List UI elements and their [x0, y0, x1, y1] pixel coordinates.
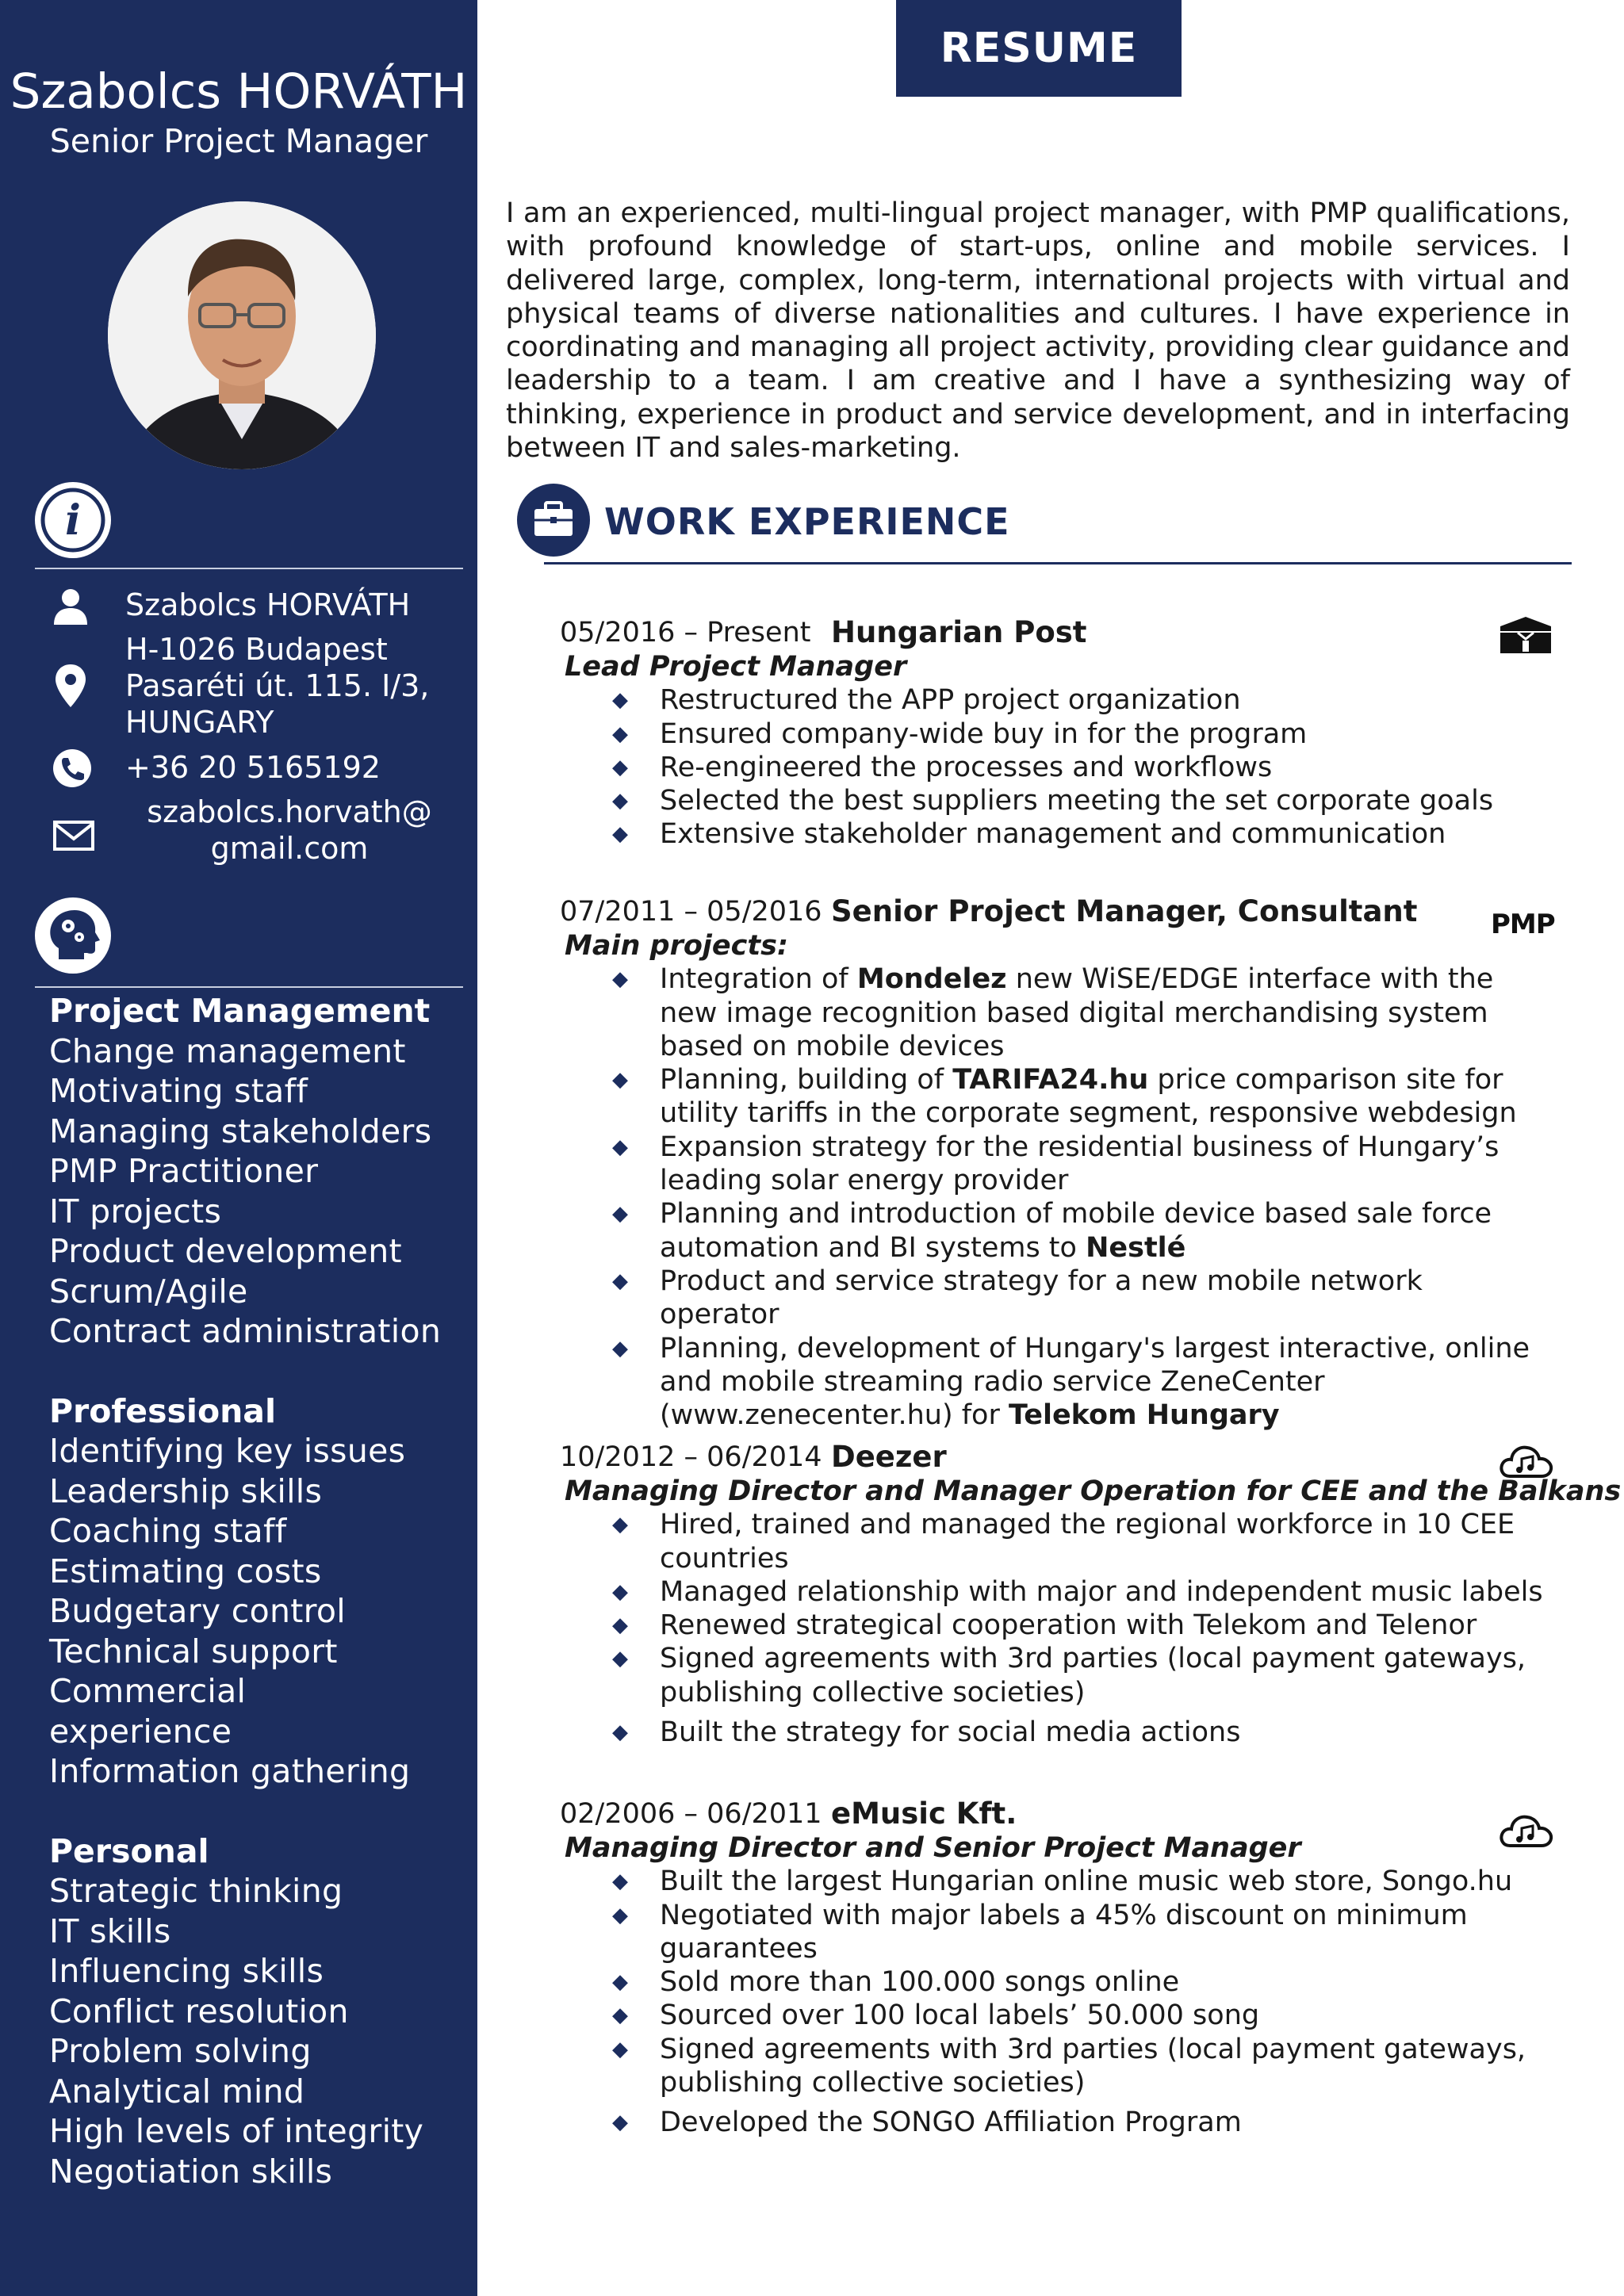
- skill-item: Strategic thinking: [49, 1872, 343, 1910]
- skills-list: [49, 991, 469, 2231]
- bullet-diamond-icon: ◆: [612, 1579, 628, 1604]
- bullet-text: Managed relationship with major and independent music labels: [660, 1575, 1543, 1608]
- bullet-diamond-icon: ◆: [612, 1336, 628, 1360]
- skill-item: Budgetary control: [49, 1592, 346, 1630]
- bullet-diamond-icon: ◆: [612, 721, 628, 746]
- location-pin-icon: [54, 663, 87, 712]
- bullet-diamond-icon: ◆: [612, 755, 628, 779]
- person-icon: [51, 587, 90, 629]
- bullet-diamond-icon: ◆: [612, 789, 628, 813]
- head-gears-icon: [35, 897, 111, 974]
- bullet-diamond-icon: ◆: [612, 2003, 628, 2028]
- bullet-text: Restructured the APP project organization: [660, 684, 1241, 717]
- job-role: Managing Director and Manager Operation for CEE and the Balkans: [565, 1475, 1622, 1507]
- bullet-diamond-icon: ◆: [612, 1647, 628, 1671]
- job-bullet: [560, 1508, 1543, 1575]
- job-bullet: [560, 1716, 1543, 1749]
- bullet-diamond-icon: ◆: [612, 2037, 628, 2061]
- phone-icon: [52, 748, 92, 791]
- contact-phone: +36 20 5165192: [125, 750, 381, 785]
- candidate-name: Szabolcs HORVÁTH: [10, 63, 468, 120]
- bullet-text: Planning and introduction of mobile device based sale force automation and BI systems to: [660, 1198, 1492, 1264]
- bullet-text: Sourced over 100 local labels’ 50.000 song: [660, 1999, 1260, 2032]
- bullet-diamond-icon: ◆: [612, 1720, 628, 1745]
- skill-item: Analytical mind: [49, 2072, 305, 2110]
- job-bullet: [560, 1965, 1543, 1999]
- skill-item: Coaching staff: [49, 1512, 287, 1550]
- bullet-diamond-icon: ◆: [612, 1613, 628, 1638]
- job-bullet: [560, 718, 1543, 751]
- bullet-diamond-icon: ◆: [612, 1135, 628, 1159]
- job-bullet: [560, 1999, 1543, 2032]
- job-role: Main projects:: [565, 930, 788, 962]
- bullet-diamond-icon: ◆: [612, 1903, 628, 1927]
- skill-group-heading: Professional: [49, 1391, 277, 1430]
- skill-group-professional: [49, 1391, 469, 1792]
- address-line-2: Pasaréti út. 115. I/3,: [125, 668, 430, 703]
- job-bullet: [560, 2106, 1543, 2139]
- bullet-text: Integration of: [660, 963, 857, 996]
- bullet-text: Negotiated with major labels a 45% discount on minimum guarantees: [660, 1899, 1468, 1965]
- contact-email-line-1[interactable]: szabolcs.horvath@: [147, 794, 432, 829]
- job-bullet: [560, 817, 1543, 851]
- job-bullet: [560, 1609, 1543, 1642]
- bullet-diamond-icon: ◆: [612, 1513, 628, 1537]
- bullet-text: Product and service strategy for a new mobile network operator: [660, 1265, 1423, 1331]
- job-bullet: [560, 1332, 1543, 1433]
- skill-item: Change management: [49, 1031, 406, 1070]
- skill-item: Product development: [49, 1232, 402, 1270]
- skill-item: Commercial: [49, 1672, 247, 1710]
- resume-title: RESUME: [896, 0, 1182, 97]
- job-bullet: [560, 1865, 1543, 1898]
- job-bullets: [560, 962, 1543, 1432]
- job-bullet: [560, 1131, 1543, 1198]
- bullet-text: Built the largest Hungarian online music web store, Songo.hu: [660, 1866, 1513, 1898]
- skill-item: Managing stakeholders: [49, 1112, 432, 1150]
- skill-item: Identifying key issues: [49, 1432, 406, 1470]
- skill-item: Negotiation skills: [49, 2152, 333, 2191]
- job-date: 02/2006 – 06/2011: [560, 1798, 822, 1830]
- bullet-diamond-icon: ◆: [612, 688, 628, 713]
- post-office-logo-icon: [1497, 615, 1554, 660]
- bullet-text: Ensured company-wide buy in for the program: [660, 718, 1308, 750]
- job-bullet: [560, 2033, 1543, 2100]
- job-role: Lead Project Manager: [565, 651, 907, 683]
- info-icon: [35, 482, 111, 558]
- job-bullet: [560, 1575, 1543, 1609]
- skill-item: Motivating staff: [49, 1072, 308, 1110]
- music-cloud-icon: [1499, 1811, 1554, 1854]
- skill-group-personal: [49, 1831, 469, 2192]
- job-date: 05/2016 – Present: [560, 617, 811, 649]
- bullet-text: Selected the best suppliers meeting the set corporate goals: [660, 785, 1494, 817]
- job-date: 10/2012 – 06/2014: [560, 1441, 822, 1473]
- address-line-3: HUNGARY: [125, 705, 274, 740]
- job-entry: [560, 894, 1543, 1432]
- skill-item: Influencing skills: [49, 1952, 324, 1990]
- skill-item: Estimating costs: [49, 1552, 322, 1590]
- job-bullets: [560, 1508, 1543, 1749]
- bullet-emphasis: Telekom Hungary: [1008, 1399, 1280, 1432]
- bullet-text: Developed the SONGO Affiliation Program: [660, 2107, 1242, 2139]
- bullet-diamond-icon: ◆: [612, 967, 628, 992]
- job-bullet: [560, 683, 1543, 717]
- bullet-text: Built the strategy for social media actions: [660, 1716, 1241, 1749]
- briefcase-icon: [517, 484, 590, 557]
- job-bullets: [560, 1865, 1543, 2139]
- bullet-diamond-icon: ◆: [612, 1202, 628, 1226]
- bullet-diamond-icon: ◆: [612, 1869, 628, 1894]
- skill-group-project-management: [49, 991, 469, 1352]
- job-bullet: [560, 1642, 1543, 1709]
- bullet-emphasis: Nestlé: [1086, 1231, 1186, 1264]
- skill-item: PMP Practitioner: [49, 1152, 319, 1190]
- job-entry: [560, 1797, 1543, 2140]
- skill-group-heading: Project Management: [49, 992, 431, 1030]
- bullet-text: new WiSE/EDGE interface with the new image recognition based digital merchandising system based on mobile devices: [660, 963, 1494, 1062]
- job-company: Senior Project Manager, Consultant: [831, 894, 1418, 928]
- skill-item: Technical support: [49, 1632, 338, 1670]
- job-bullet: [560, 1265, 1543, 1332]
- section-divider: [544, 562, 1572, 564]
- bullet-text: Renewed strategical cooperation with Telekom and Telenor: [660, 1609, 1477, 1642]
- skill-item: Scrum/Agile: [49, 1272, 248, 1311]
- skill-item: experience: [49, 1712, 232, 1751]
- address-line-1: H-1026 Budapest: [125, 632, 388, 667]
- bullet-diamond-icon: ◆: [612, 2110, 628, 2135]
- mail-icon: [52, 820, 95, 855]
- bullet-text: price comparison site for utility tariffs in the corporate segment, responsive webdesign: [660, 1064, 1517, 1130]
- job-bullet: [560, 962, 1543, 1063]
- skill-item: IT skills: [49, 1911, 171, 1950]
- skill-item: Conflict resolution: [49, 1992, 349, 2030]
- bullet-text: Extensive stakeholder management and communication: [660, 818, 1446, 851]
- music-cloud-icon: [1499, 1441, 1554, 1484]
- pmp-logo: PMP: [1491, 909, 1555, 940]
- job-company: eMusic Kft.: [831, 1797, 1017, 1831]
- bullet-diamond-icon: ◆: [612, 822, 628, 847]
- skill-item: Information gathering: [49, 1752, 411, 1790]
- skill-item: Contract administration: [49, 1312, 442, 1350]
- bullet-text: Expansion strategy for the residential business of Hungary’s leading solar energy provider: [660, 1131, 1500, 1197]
- divider: [35, 568, 463, 569]
- bullet-text: Planning, development of Hungary's largest interactive, online and mobile streaming radio service ZeneCenter (www.zenecenter.hu) for: [660, 1332, 1530, 1432]
- job-bullet: [560, 784, 1543, 817]
- section-title: WORK EXPERIENCE: [604, 500, 1010, 543]
- profile-summary: I am an experienced, multi-lingual project manager, with PMP qualifications, with profound knowledge of start-ups, online and mobile services. I delivered large, complex, long-term, international projects with virtual and physical teams of diverse nationalities and cultures. I have experience in coordinating and managing all project activity, providing clear guidance and leadership to a team. I am creative and I have a synthesizing way of thinking, experience in product and service development, and in interfacing between IT and sales-marketing.: [506, 197, 1570, 465]
- job-bullet: [560, 751, 1543, 784]
- sidebar: [0, 0, 477, 2296]
- skill-item: IT projects: [49, 1192, 222, 1230]
- skill-item: Problem solving: [49, 2032, 312, 2070]
- bullet-text: Re-engineered the processes and workflows: [660, 751, 1273, 783]
- bullet-diamond-icon: ◆: [612, 1269, 628, 1293]
- contact-name: Szabolcs HORVÁTH: [125, 587, 411, 622]
- job-company: Hungarian Post: [831, 615, 1087, 649]
- job-entry: [560, 1440, 1622, 1749]
- svg-text:i: i: [65, 496, 81, 545]
- bullet-diamond-icon: ◆: [612, 1970, 628, 1995]
- bullet-text: Signed agreements with 3rd parties (local payment gateways, publishing collective societies): [660, 1643, 1526, 1709]
- bullet-emphasis: TARIFA24.hu: [952, 1064, 1149, 1096]
- skill-group-heading: Personal: [49, 1831, 209, 1870]
- bullet-text: Hired, trained and managed the regional workforce in 10 CEE countries: [660, 1509, 1515, 1575]
- job-role: Managing Director and Senior Project Manager: [565, 1832, 1301, 1864]
- bullet-text: Planning, building of: [660, 1064, 953, 1096]
- job-company: Deezer: [831, 1440, 947, 1474]
- bullet-text: Sold more than 100.000 songs online: [660, 1966, 1180, 1999]
- job-bullet: [560, 1197, 1543, 1265]
- job-date: 07/2011 – 05/2016: [560, 896, 822, 928]
- job-entry: [560, 615, 1543, 851]
- candidate-title: Senior Project Manager: [49, 122, 428, 160]
- profile-photo: [108, 201, 376, 469]
- bullet-text: Signed agreements with 3rd parties (local payment gateways, publishing collective societies): [660, 2033, 1526, 2099]
- contact-email-line-2[interactable]: gmail.com: [210, 831, 369, 866]
- job-bullet: [560, 1063, 1543, 1131]
- skill-item: Leadership skills: [49, 1471, 323, 1510]
- bullet-diamond-icon: ◆: [612, 1068, 628, 1093]
- job-bullet: [560, 1899, 1543, 1966]
- bullet-emphasis: Mondelez: [856, 963, 1007, 996]
- divider: [35, 986, 463, 988]
- skill-item: High levels of integrity: [49, 2112, 424, 2150]
- job-bullets: [560, 683, 1543, 851]
